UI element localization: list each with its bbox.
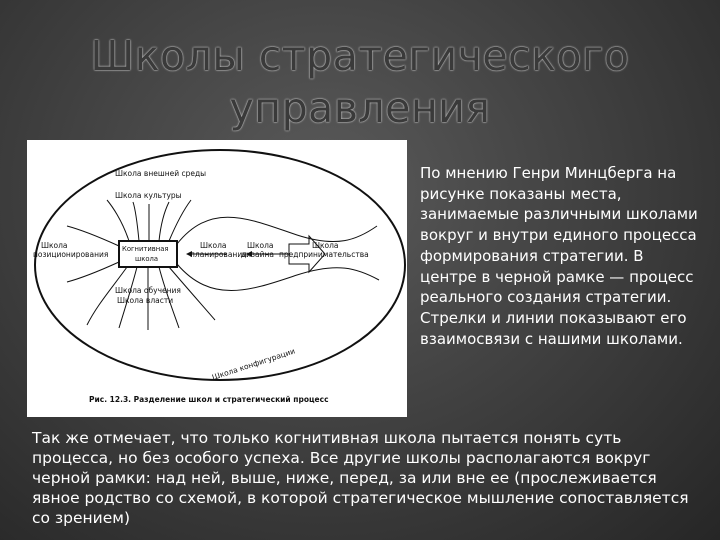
slide-title: Школы стратегического управления [90, 32, 630, 132]
label-positioning-1: Школа [41, 241, 68, 250]
label-learning: Школа обучения [115, 286, 181, 295]
label-positioning-2: позиционирования [33, 250, 109, 259]
label-cognitive-1: Когнитивная [122, 245, 169, 253]
schools-diagram [27, 140, 407, 417]
label-entrepreneurship-1: Школа [312, 241, 339, 250]
label-entrepreneurship-2: предпринимательства [279, 250, 369, 259]
label-planning-1: Школа [200, 241, 227, 250]
bottom-paragraph: Так же отмечает, что только когнитивная школа пытается понять суть процесса, но без особого успеха. Все другие школы располагаются вокруг черной рамки: над ней, выше, ниже, перед, за или вне ее (прослеживается явное родство со схемой, в которой стратегическое мышление сопоставляется со зрением) [32, 429, 689, 527]
side-paragraph: По мнению Генри Минцберга на рисунке показаны места, занимаемые различными школами вокруг и внутри единого процесса формирования стратегии. В центре в черной рамке — процесс реального создания стратегии. Стрелки и линии показывают его взаимосвязи с нашими школами. [420, 164, 698, 348]
label-environment: Школа внешней среды [115, 169, 207, 178]
label-planning-2: планирования [190, 250, 247, 259]
culture-funnel-lines [107, 200, 191, 241]
label-power: Школа власти [117, 296, 174, 305]
label-cognitive-2: школа [135, 255, 158, 263]
label-design-1: Школа [247, 241, 274, 250]
figure-caption: Рис. 12.3. Разделение школ и стратегический процесс [89, 395, 329, 404]
label-design-2: дизайна [241, 250, 275, 259]
label-configuration: Школа конфигурации [210, 346, 297, 382]
environment-ellipse [35, 150, 405, 380]
label-culture: Школа культуры [115, 191, 182, 200]
diagram-svg [27, 140, 407, 417]
